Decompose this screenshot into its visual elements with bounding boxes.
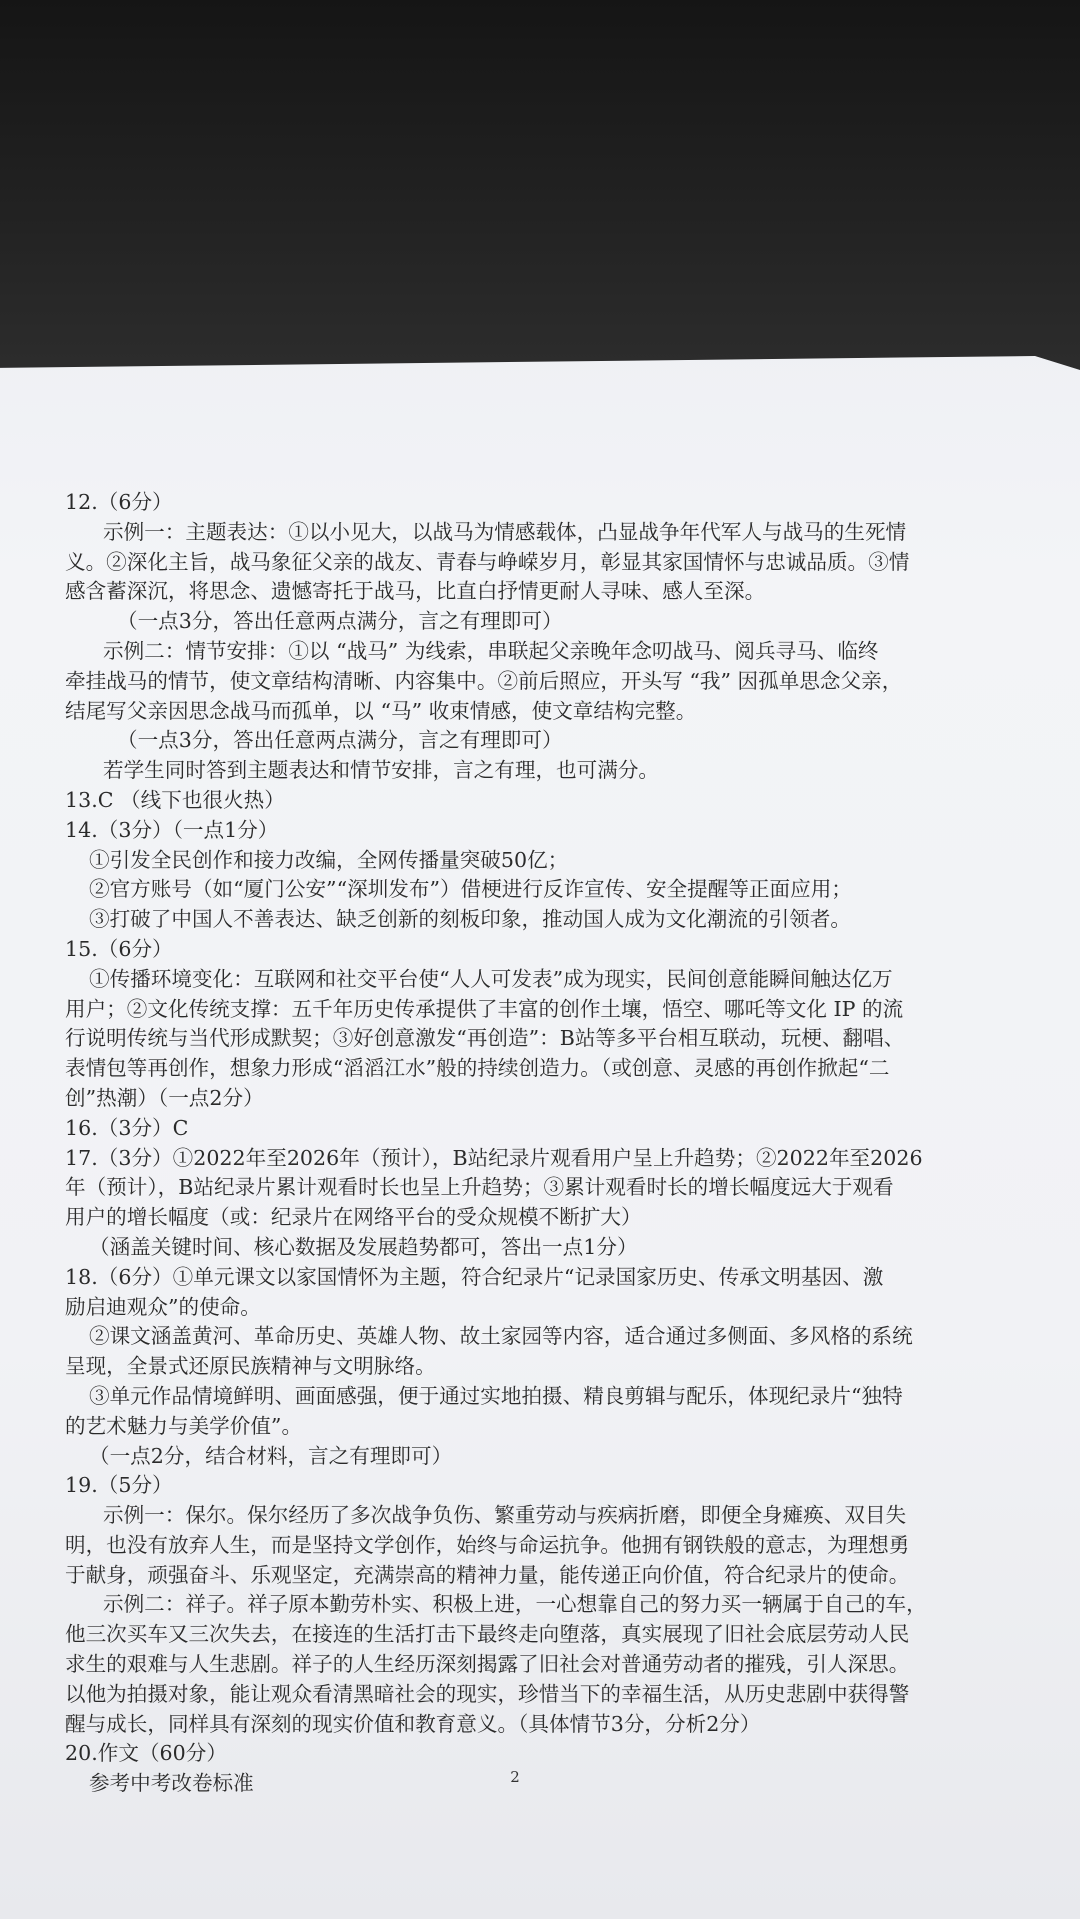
question-18-heading: 18.（6分）①单元课文以家国情怀为主题，符合纪录片“记录国家历史、传承文明基因、激 [65,1264,884,1289]
question-16 [65,1114,970,1144]
question-20-heading: 20.作文（60分） [65,1741,227,1766]
answer-line: ③单元作品情境鲜明、画面感强，便于通过实地拍摄、精良剪辑与配乐，体现纪录片“独特 [89,1383,903,1408]
answer-line: ③打破了中国人不善表达、缺乏创新的刻板印象，推动国人成为文化潮流的引领者。 [89,907,851,932]
question-16-heading: 16.（3分）C [65,1115,189,1140]
scoring-note: （一点3分，答出任意两点满分，言之有理即可） [117,728,563,753]
answer-line: 明，也没有放弃人生，而是坚持文学创作，始终与命运抗争。他拥有钢铁般的意志，为理想勇 [65,1532,910,1557]
answer-line: 呈现，全景式还原民族精神与文明脉络。 [65,1354,436,1379]
question-17-heading: 17.（3分）①2022年至2026年（预计），B站纪录片观看用户呈上升趋势；②2022年至2026 [65,1145,923,1170]
answer-line: 义。②深化主旨，战马象征父亲的战友、青春与峥嵘岁月，彰显其家国情怀与忠诚品质。③情 [65,549,910,574]
answer-line: 的艺术魅力与美学价值”。 [65,1413,303,1438]
dark-background [0,0,1080,380]
answer-line: 参考中考改卷标准 [89,1771,254,1796]
question-15-heading: 15.（6分） [65,936,173,961]
question-12 [65,488,970,786]
answer-line: ①传播环境变化：互联网和社交平台使“人人可发表”成为现实，民间创意能瞬间触达亿万 [89,966,893,991]
answer-line: ①引发全民创作和接力改编，全网传播量突破50亿； [89,847,569,872]
scoring-note: （一点2分，结合材料，言之有理即可） [89,1443,453,1468]
question-12-heading: 12.（6分） [65,490,173,514]
answer-line: ②课文涵盖黄河、革命历史、英雄人物、故土家园等内容，适合通过多侧面、多风格的系统 [89,1324,913,1349]
scoring-note: （涵盖关键时间、核心数据及发展趋势都可，答出一点1分） [89,1234,638,1259]
answer-line: 励启迪观众”的使命。 [65,1294,261,1319]
question-14-heading: 14.（3分）（一点1分） [65,817,279,842]
question-18 [65,1263,970,1472]
answer-content [65,488,970,1799]
answer-line: 示例二：情节安排：①以 “战马” 为线索，串联起父亲晚年念叨战马、阅兵寻马、临终 [103,638,879,663]
answer-line: 示例二：祥子。祥子原本勤劳朴实、积极上进，一心想靠自己的努力买一辆属于自己的车， [103,1592,927,1617]
page-number: 2 [510,1768,520,1786]
answer-line: 示例一：保尔。保尔经历了多次战争负伤、繁重劳动与疾病折磨，即便全身瘫痪、双目失 [103,1503,907,1528]
answer-line: 感含蓄深沉，将思念、遗憾寄托于战马，比直白抒情更耐人寻味、感人至深。 [65,579,766,604]
answer-line: 表情包等再创作，想象力形成“滔滔江水”般的持续创造力。（或创意、灵感的再创作掀起“二 [65,1056,890,1081]
answer-line: 他三次买车又三次失去，在接连的生活打击下最终走向堕落，真实展现了旧社会底层劳动人民 [65,1622,910,1647]
answer-line: 年（预计），B站纪录片累计观看时长也呈上升趋势；③累计观看时长的增长幅度远大于观看 [65,1175,894,1200]
question-15 [65,935,970,1114]
answer-line: 若学生同时答到主题表达和情节安排，言之有理，也可满分。 [103,758,660,783]
question-19 [65,1471,970,1739]
answer-line: ②官方账号（如“厦门公安”“深圳发布”）借梗进行反诈宣传、安全提醒等正面应用； [89,877,852,902]
answer-line: 行说明传统与当代形成默契；③好创意激发“再创造”：B站等多平台相互联动，玩梗、翻唱、 [65,1026,905,1051]
answer-line: 于献身，顽强奋斗、乐观坚定，充满崇高的精神力量，能传递正向价值，符合纪录片的使命。 [65,1562,910,1587]
answer-line: 牵挂战马的情节，使文章结构清晰、内容集中。②前后照应，开头写 “我” 因孤单思念父亲， [65,668,903,693]
answer-line: 用户的增长幅度（或：纪录片在网络平台的受众规模不断扩大） [65,1205,642,1230]
answer-line: 求生的艰难与人生悲剧。祥子的人生经历深刻揭露了旧社会对普通劳动者的摧残，引人深思。 [65,1652,910,1677]
answer-line: 示例一：主题表达：①以小见大，以战马为情感载体，凸显战争年代军人与战马的生死情 [103,519,907,544]
answer-line: 以他为拍摄对象，能让观众看清黑暗社会的现实，珍惜当下的幸福生活，从历史悲剧中获得警 [65,1681,910,1706]
answer-line: 醒与成长，同样具有深刻的现实价值和教育意义。（具体情节3分，分析2分） [65,1711,761,1736]
question-17 [65,1144,970,1263]
question-19-heading: 19.（5分） [65,1473,173,1498]
question-13 [65,786,970,816]
scoring-note: （一点3分，答出任意两点满分，言之有理即可） [117,609,563,634]
question-14 [65,816,970,935]
answer-line: 创”热潮）（一点2分） [65,1085,264,1110]
answer-line: 结尾写父亲因思念战马而孤单，以 “马” 收束情感，使文章结构完整。 [65,698,697,723]
answer-line: 用户；②文化传统支撑：五千年历史传承提供了丰富的创作土壤，悟空、哪吒等文化 IP 的流 [65,996,904,1021]
question-13-heading: 13.C （线下也很火热） [65,787,285,812]
